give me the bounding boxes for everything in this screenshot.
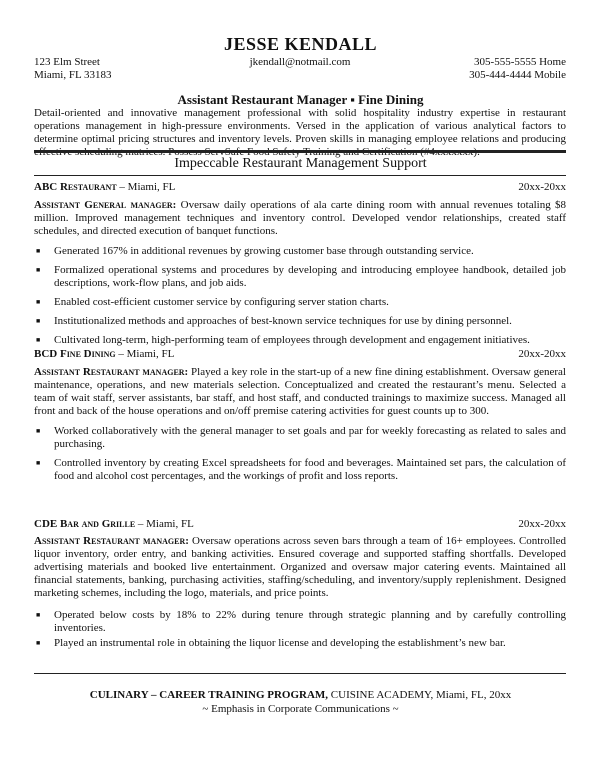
- summary-paragraph: Detail-oriented and innovative management professional with solid hospitality industry expertise in restaurant operations management in high-pressure environments. Versed in the application of various analytical factors to determine optimal pricing structures and inventory levels. Proven skills in managing employee relations and producing effective scheduling matrices. Possess ServSafe Food Safety Training and Certification (#4xxxxxxx).: [34, 107, 566, 158]
- role-description: Oversaw operations across seven bars through a team of 16+ employees. Controlled liquor inventory, order entry, and banking activities. Ensured coverage and supported staffing shortfalls. Developed advertising materials and booked live entertainment. Organized and oversaw major catering events. Maintained all financial statements, banking, purchasing activities, staffing/scheduling, and inventory/supply replenishment. Designed marketing schemes, including the logo, materials, and price points.: [34, 535, 566, 599]
- address-line-2: Miami, FL 33183: [34, 69, 112, 81]
- job-description-3: [34, 535, 566, 600]
- address-line-1: 123 Elm Street: [34, 56, 100, 68]
- section-divider-top: [34, 150, 566, 153]
- list-item: ■ Formalized operational systems and procedures by developing and introducing employee handbook, detailed job descriptions, work-flow plans, and job aids.: [36, 264, 566, 289]
- bullet-icon: ■: [36, 298, 41, 306]
- list-item: ■ Worked collaboratively with the general manager to set goals and par for weekly forecasting as related to sales and purchasing.: [36, 425, 566, 450]
- job-dates: 20xx-20xx: [518, 348, 566, 360]
- email-address: jkendall@notmail.com: [249, 56, 351, 68]
- bullet-icon: ■: [36, 427, 41, 435]
- role-description: Oversaw daily operations of ala carte dining room with annual revenues totaling $8 million. Improved management techniques and inventory control. Developed vendor relationships, created staff schedules, and directed execution of banquet functions.: [34, 199, 566, 237]
- achievements-list-3: [34, 609, 566, 650]
- role-title: Assistant Restaurant manager:: [34, 366, 189, 378]
- bullet-icon: ■: [36, 639, 41, 647]
- job-title-heading: Assistant Restaurant Manager ▪ Fine Dining: [177, 92, 424, 107]
- job-description-1: [34, 199, 566, 238]
- school-name: CUISINE ACADEMY, Miami, FL, 20xx: [328, 689, 512, 701]
- contact-block: [34, 56, 566, 82]
- list-item: ■ Operated below costs by 18% to 22% during tenure through strategic planning and by carefully controlling inventories.: [36, 609, 566, 634]
- bullet-icon: ■: [36, 266, 41, 274]
- bullet-icon: ■: [36, 247, 41, 255]
- job-dates: 20xx-20xx: [518, 518, 566, 530]
- achievements-list-2: [34, 425, 566, 483]
- education-divider: [34, 673, 566, 674]
- list-item: ■ Institutionalized methods and approaches of best-known service techniques for use by dining personnel.: [36, 315, 512, 327]
- company-location: – Miami, FL: [115, 348, 175, 360]
- home-phone: 305-555-5555 Home: [474, 56, 566, 68]
- program-name: CULINARY – CAREER TRAINING PROGRAM,: [89, 689, 329, 701]
- company-name: ABC Restaurant: [34, 181, 117, 193]
- list-item: ■ Enabled cost-efficient customer service by configuring server station charts.: [36, 296, 389, 308]
- company-location: – Miami, FL: [135, 518, 194, 530]
- list-item: ■ Cultivated long-term, high-performing team of employees through development and engagement initiatives.: [36, 334, 530, 346]
- bullet-icon: ■: [36, 611, 41, 619]
- mobile-phone: 305-444-4444 Mobile: [469, 69, 566, 81]
- role-title: Assistant General manager:: [34, 199, 177, 211]
- job-header-1: [34, 181, 566, 194]
- candidate-name: JESSE KENDALL: [223, 34, 378, 54]
- list-item: ■ Controlled inventory by creating Excel spreadsheets for food and beverages. Maintained set pars, the calculation of food and alcohol cost percentages, and the workings of profit and loss reports.: [36, 457, 566, 482]
- bullet-icon: ■: [36, 336, 41, 344]
- section-divider-bottom: [34, 175, 566, 176]
- section-title: Impeccable Restaurant Management Support: [174, 156, 427, 171]
- job-header-3: [34, 518, 566, 531]
- achievements-list-1: [34, 245, 566, 347]
- education-emphasis: ~ Emphasis in Corporate Communications ~: [202, 703, 399, 715]
- role-title: Assistant Restaurant manager:: [34, 535, 189, 547]
- company-name: CDE Bar and Grille: [34, 518, 136, 530]
- job-description-2: [34, 366, 566, 418]
- bullet-icon: ■: [36, 317, 41, 325]
- company-name: BCD Fine Dining: [34, 348, 116, 360]
- role-description: Played a key role in the start-up of a new fine dining establishment. Oversaw general maintenance, operations, and new materials selection. Conceptualized and created the restaurant’s menu. Selected a team of wait staff, server assistants, bar staff, and host staff, and conducted trainings to maximize success. Managed all front and back of the house operations and on/off premise catering activities for guest counts up to 300.: [34, 366, 566, 417]
- list-item: ■ Played an instrumental role in obtaining the liquor license and developing the establishment’s new bar.: [36, 637, 506, 649]
- bullet-icon: ■: [36, 459, 41, 467]
- list-item: ■ Generated 167% in additional revenues by growing customer base through outstanding service.: [36, 245, 474, 257]
- job-dates: 20xx-20xx: [518, 181, 566, 193]
- education-block: [0, 688, 601, 716]
- job-header-2: [34, 348, 566, 361]
- company-location: – Miami, FL: [116, 181, 176, 193]
- education-line: [0, 688, 601, 702]
